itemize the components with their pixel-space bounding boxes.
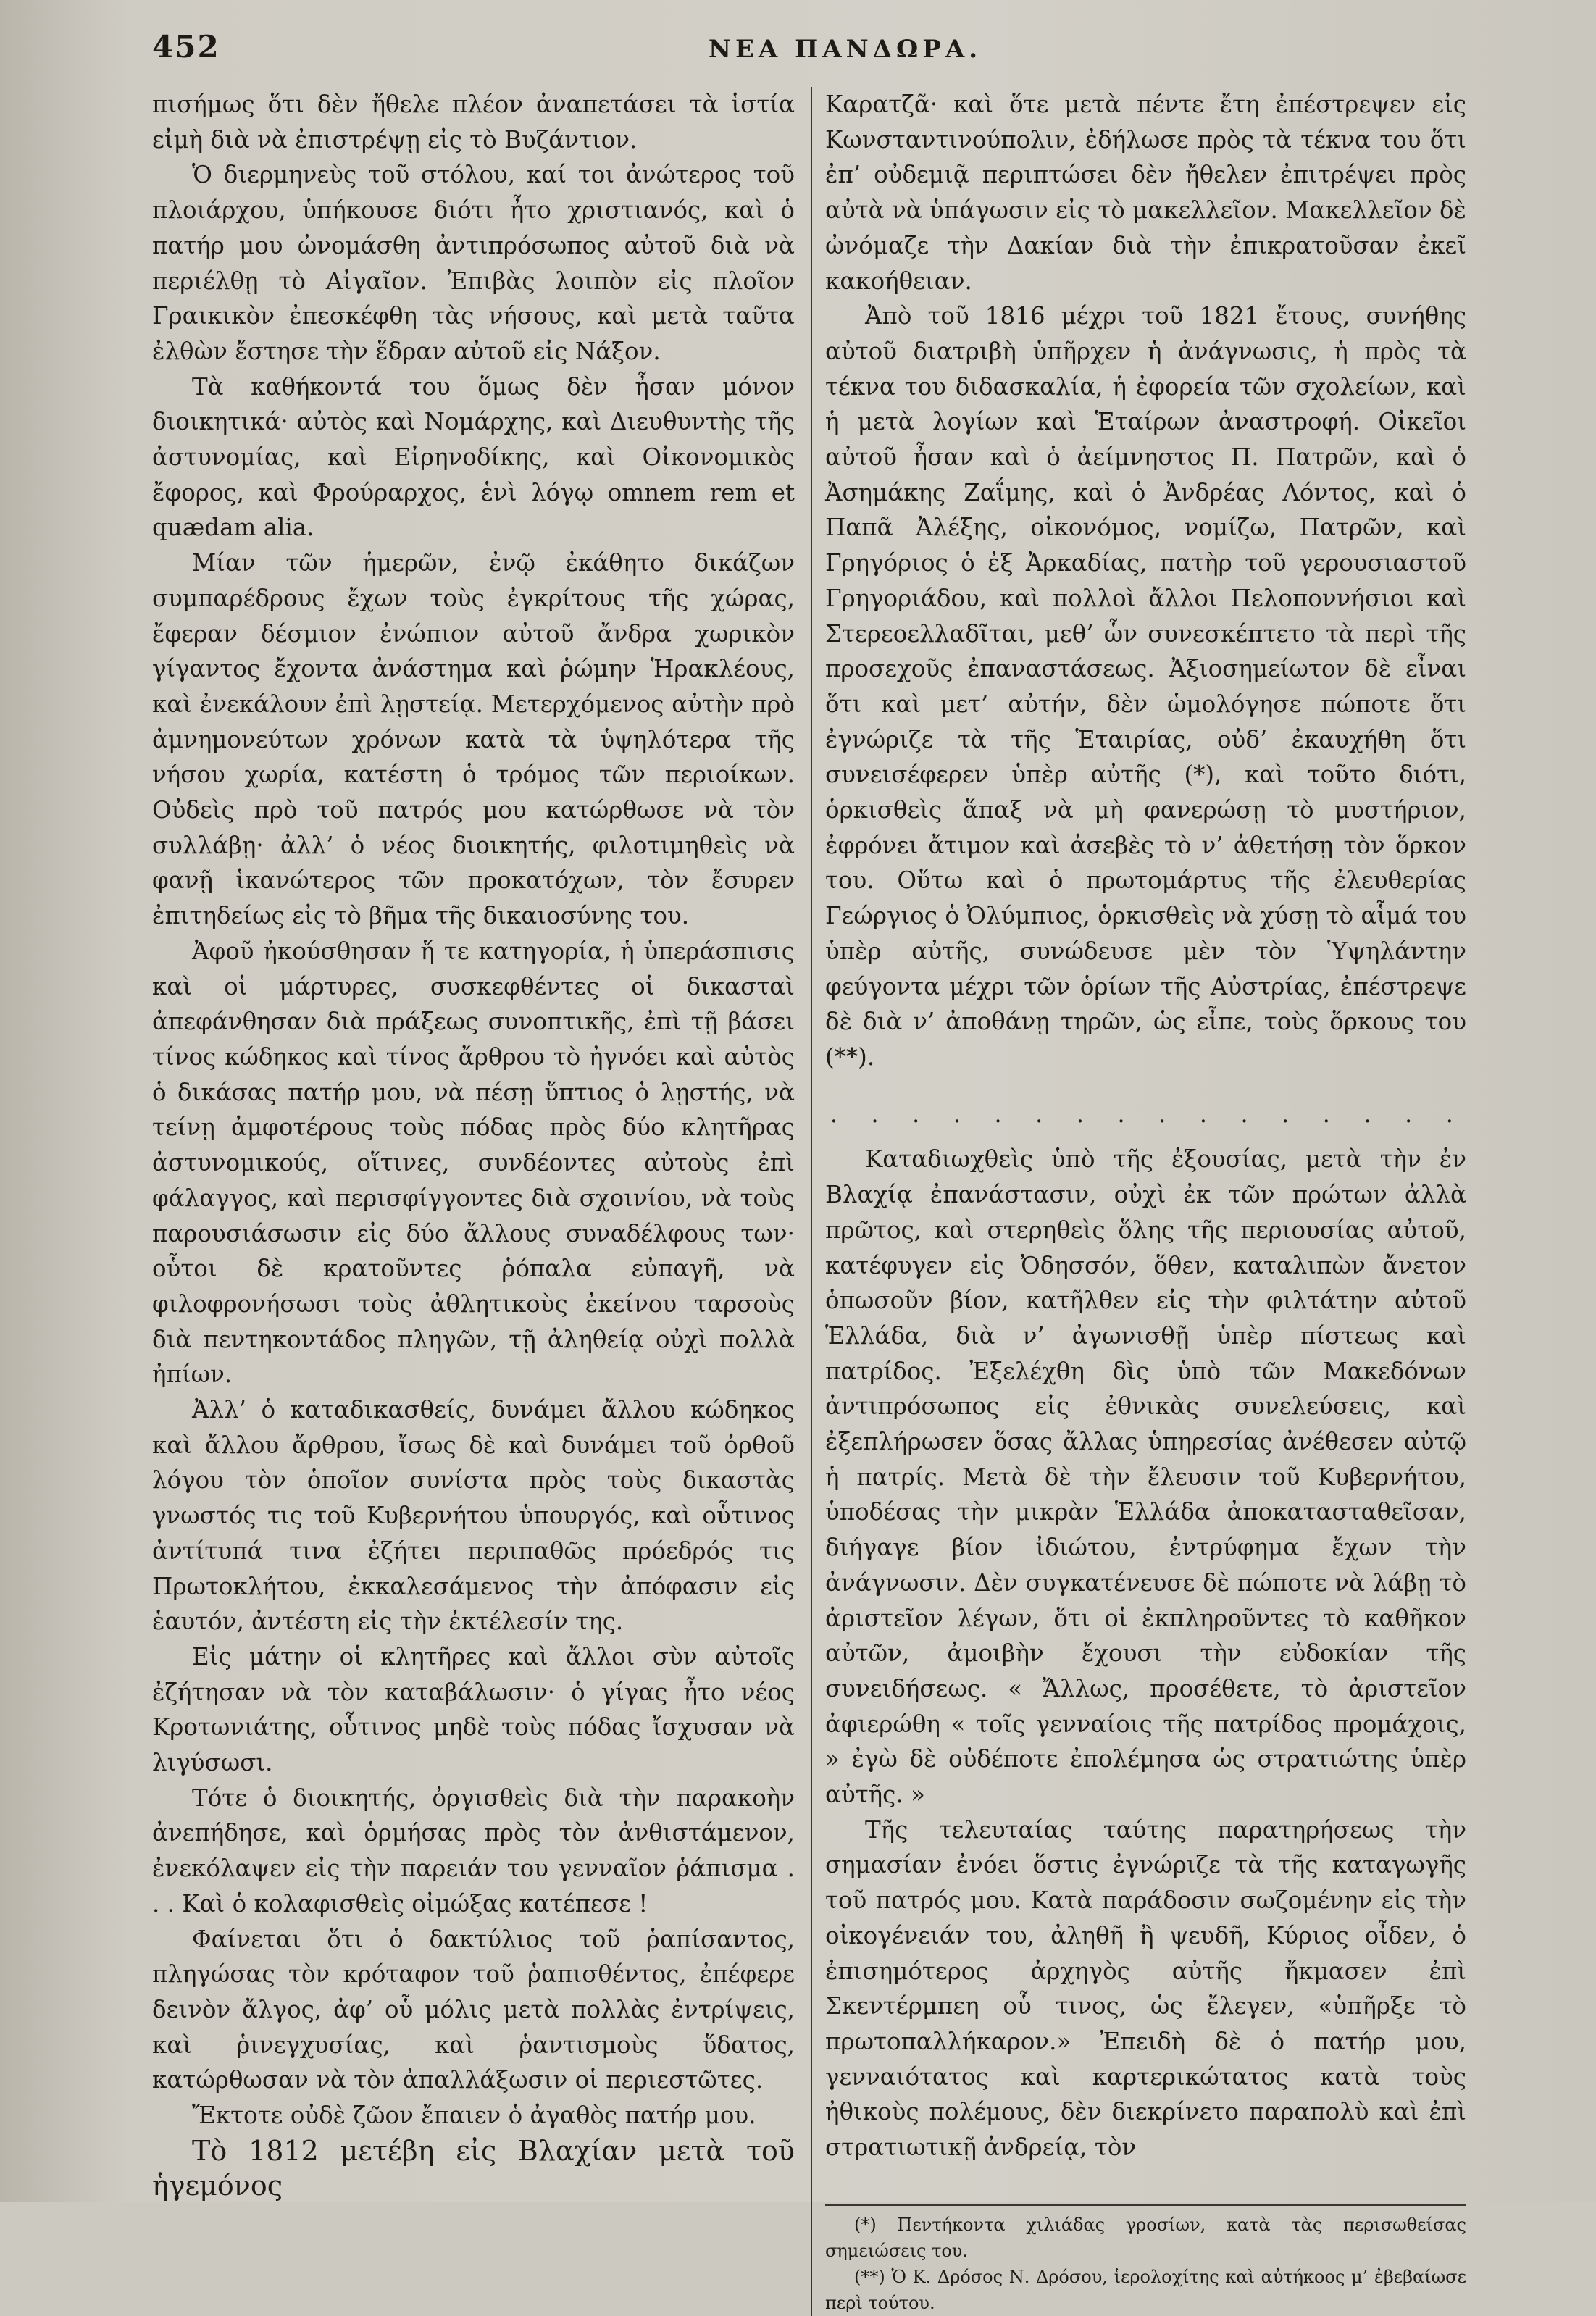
paragraph: Τὰ καθήκοντά του ὅμως δὲν ἦσαν μόνον διοικητικά· αὐτὸς καὶ Νομάρχης, καὶ Διευθυντὴς τῆς ἀστυνομίας, καὶ Εἰρηνοδίκης, καὶ Οἰκονομικὸς ἔφορος, καὶ Φρούραρχος, ἑνὶ λόγῳ omnem rem et quædam alia.: [152, 372, 795, 542]
running-title: ΝΕΑ ΠΑΝΔΩΡΑ.: [708, 35, 982, 64]
right-column: [811, 87, 1466, 2316]
paragraph: . . . . . . . . . . . . . . . .: [830, 1100, 1466, 1128]
text-columns: [152, 87, 1538, 2316]
paragraph: Ὁ διερμηνεὺς τοῦ στόλου, καί τοι ἀνώτερος τοῦ πλοιάρχου, ὑπήκουσε διότι ἦτο χριστιανός, καὶ ὁ πατήρ μου ὠνομάσθη ἀντιπρόσωπος αὐτοῦ διὰ νὰ περιέλθῃ τὸ Αἰγαῖον. Ἐπιβὰς λοιπὸν εἰς πλοῖον Γραικικὸν ἐπεσκέφθη τὰς νήσους, καὶ μετὰ ταῦτα ἐλθὼν ἔστησε τὴν ἕδραν αὐτοῦ εἰς Νάξον.: [152, 161, 795, 365]
paragraph: Τῆς τελευταίας ταύτης παρατηρήσεως τὴν σημασίαν ἐνόει ὅστις ἐγνώριζε τὰ τῆς καταγωγῆς τοῦ πατρός μου. Κατὰ παράδοσιν σωζομένην εἰς τὴν οἰκογένειάν του, ἀληθῆ ἢ ψευδῆ, Κύριος οἶδεν, ὁ ἐπισημότερος ἀρχηγὸς αὐτῆς ἤκμασεν ἐπὶ Σκεντέρμπεη οὗ τινος, ὡς ἔλεγεν, «ὑπῆρξε τὸ πρωτοπαλλήκαρον.» Ἐπειδὴ δὲ ὁ πατήρ μου, γενναιότατος καὶ καρτερικώτατος κατὰ τοὺς ἠθικοὺς πολέμους, δὲν διεκρίνετο παραπολὺ καὶ ἐπὶ στρατιωτικῇ ἀνδρείᾳ, τὸν: [825, 1815, 1466, 2162]
paragraph: Καρατζᾶ· καὶ ὅτε μετὰ πέντε ἔτη ἐπέστρεψεν εἰς Κωνσταντινούπολιν, ἐδήλωσε πρὸς τὰ τέκνα του ὅτι ἐπ’ οὐδεμιᾷ περιπτώσει δὲν ἤθελεν ἐπιτρέψει πρὸς αὐτὰ νὰ ὑπάγωσιν εἰς τὸ μακελλεῖον. Μακελλεῖον δὲ ὠνόμαζε τὴν Δακίαν διὰ τὴν ἐπικρατοῦσαν ἐκεῖ κακοήθειαν.: [825, 91, 1466, 295]
footnote: (**) Ὁ Κ. Δρόσος Ν. Δρόσου, ἱερολοχίτης καὶ αὐτήκοος μ’ ἐβεβαίωσε περὶ τούτου.: [825, 2266, 1466, 2313]
paragraph: Ἔκτοτε οὐδὲ ζῶον ἔπαιεν ὁ ἀγαθὸς πατήρ μου.: [192, 2102, 756, 2130]
right-column-body: [825, 87, 1466, 2165]
paragraph: Ἀπὸ τοῦ 1816 μέχρι τοῦ 1821 ἔτους, συνήθης αὐτοῦ διατριβὴ ὑπῆρχεν ἡ ἀνάγνωσις, ἡ πρὸς τὰ τέκνα του διδασκαλία, ἡ ἐφορεία τῶν σχολείων, καὶ ἡ μετὰ λογίων καὶ Ἑταίρων ἀναστροφή. Οἰκεῖοι αὐτοῦ ἦσαν καὶ ὁ ἀείμνηστος Π. Πατρῶν, καὶ ὁ Ἀσημάκης Ζαΐμης, καὶ ὁ Ἀνδρέας Λόντος, καὶ ὁ Παπᾶ Ἀλέξης, οἰκονόμος, νομίζω, Πατρῶν, καὶ Γρηγόριος ὁ ἐξ Ἀρκαδίας, πατὴρ τοῦ γερουσιαστοῦ Γρηγοριάδου, καὶ πολλοὶ ἄλλοι Πελοποννήσιοι καὶ Στερεοελλαδῖται, μεθ’ ὧν συνεσκέπτετο τὰ περὶ τῆς προσεχοῦς ἐπαναστάσεως. Ἀξιοσημείωτον δὲ εἶναι ὅτι καὶ μετ’ αὐτήν, δὲν ὡμολόγησε πώποτε ὅτι ἐγνώριζε τὰ τῆς Ἑταιρίας, οὐδ’ ἐκαυχήθη ὅτι συνεισέφερεν ὑπὲρ αὐτῆς (*), καὶ τοῦτο διότι, ὁρκισθεὶς ἅπαξ νὰ μὴ φανερώσῃ τὸ μυστήριον, ἐφρόνει ἄτιμον καὶ ἀσεβὲς τὸ ν’ ἀθετήσῃ τὸν ὅρκον του. Οὕτω καὶ ὁ πρωτομάρτυς τῆς ἐλευθερίας Γεώργιος ὁ Ὀλύμπιος, ὁρκισθεὶς νὰ χύσῃ τὸ αἷμά του ὑπὲρ αὐτῆς, συνώδευσε μὲν τὸν Ὑψηλάντην φεύγοντα μέχρι τῶν ὁρίων τῆς Αὐστρίας, ἐπέστρεψε δὲ διὰ ν’ ἀποθάνῃ τηρῶν, ὡς εἶπε, τοὺς ὅρκους του (**).: [825, 302, 1466, 1071]
paragraph: πισήμως ὅτι δὲν ἤθελε πλέον ἀναπετάσει τὰ ἱστία εἰμὴ διὰ νὰ ἐπιστρέψῃ εἰς τὸ Βυζάντιον.: [152, 91, 795, 154]
paragraph: Καταδιωχθεὶς ὑπὸ τῆς ἐξουσίας, μετὰ τὴν ἐν Βλαχίᾳ ἐπανάστασιν, οὐχὶ ἐκ τῶν πρώτων ἀλλὰ πρῶτος, καὶ στερηθεὶς ὅλης τῆς περιουσίας αὐτοῦ, κατέφυγεν εἰς Ὀδησσόν, ὅθεν, καταλιπὼν ἄνετον ὁπωσοῦν βίον, κατῆλθεν εἰς τὴν φιλτάτην αὐτοῦ Ἑλλάδα, διὰ ν’ ἀγωνισθῇ ὑπὲρ πίστεως καὶ πατρίδος. Ἐξελέχθη δὶς ὑπὸ τῶν Μακεδόνων ἀντιπρόσωπος εἰς ἐθνικὰς συνελεύσεις, καὶ ἐξεπλήρωσεν ὅσας ἄλλας ὑπηρεσίας ἀνέθεσεν αὐτῷ ἡ πατρίς. Μετὰ δὲ τὴν ἔλευσιν τοῦ Κυβερνήτου, ὑποδέσας τὴν μικρὰν Ἑλλάδα ἀποκατασταθεῖσαν, διήγαγε βίον ἰδιώτου, ἐντρύφημα ἔχων τὴν ἀνάγνωσιν. Δὲν συγκατένευσε δὲ πώποτε νὰ λάβῃ τὸ ἀριστεῖον λέγων, ὅτι οἱ ἐκπληροῦντες τὸ καθῆκον αὐτῶν, ἀμοιβὴν ἔχουσι τὴν εὐδοκίαν τῆς συνειδήσεως. « Ἄλλως, προσέθετε, τὸ ἀριστεῖον ἀφιερώθη « τοῖς γενναίοις τῆς πατρίδος προμάχοις, » ἐγὼ δὲ οὐδέποτε ἐπολέμησα ὡς στρατιώτης ὑπὲρ αὐτῆς. »: [825, 1145, 1466, 1809]
page-header: [152, 29, 1538, 87]
page-number: 452: [152, 29, 220, 64]
paragraph: Ἀφοῦ ἠκούσθησαν ἥ τε κατηγορία, ἡ ὑπεράσπισις καὶ οἱ μάρτυρες, συσκεφθέντες οἱ δικασταὶ ἀπεφάνθησαν διὰ πράξεως συνοπτικῆς, ἐπὶ τῇ βάσει τίνος κώδηκος καὶ τίνος ἄρθρου τὸ ἠγνόει καὶ αὐτὸς ὁ δικάσας πατήρ μου, νὰ πέσῃ ὕπτιος ὁ λῃστής, νὰ τείνῃ ἀμφοτέρους τοὺς πόδας πρὸς δύο κλητῆρας ἀστυνομικούς, οἵτινες, συνδέοντες αὐτοὺς ἐπὶ φάλαγγος, καὶ περισφίγγοντες διὰ σχοινίου, νὰ τοὺς παρουσιάσωσιν εἰς δύο ἄλλους συναδέλφους των· οὗτοι δὲ κρατοῦντες ῥόπαλα εὐπαγῆ, νὰ φιλοφρονήσωσι τοὺς ἀθλητικοὺς ἐκείνου ταρσοὺς διὰ πεντηκοντάδος πληγῶν, τῇ ἀληθείᾳ οὐχὶ πολλὰ ἠπίων.: [152, 937, 795, 1389]
paragraph: Τότε ὁ διοικητής, ὀργισθεὶς διὰ τὴν παρακοὴν ἀνεπήδησε, καὶ ὁρμήσας πρὸς τὸν ἀνθιστάμενον, ἐνεκόλαψεν εἰς τὴν παρειάν του γενναῖον ῥάπισμα . . . Καὶ ὁ κολαφισθεὶς οἰμώξας κατέπεσε !: [152, 1784, 795, 1918]
paragraph: Φαίνεται ὅτι ὁ δακτύλιος τοῦ ῥαπίσαντος, πληγώσας τὸν κρόταφον τοῦ ῥαπισθέντος, ἐπέφερε δεινὸν ἄλγος, ἀφ’ οὗ μόλις μετὰ πολλὰς ἐντρίψεις, καὶ ῥινεγχυσίας, καὶ ῥαντισμοὺς ὕδατος, κατώρθωσαν νὰ τὸν ἀπαλλάξωσιν οἱ περιεστῶτες.: [152, 1925, 795, 2094]
paragraph: Εἰς μάτην οἱ κλητῆρες καὶ ἄλλοι σὺν αὐτοῖς ἐζήτησαν νὰ τὸν καταβάλωσιν· ὁ γίγας ἦτο νέος Κροτωνιάτης, οὗτινος μηδὲ τοὺς πόδας ἴσχυσαν νὰ λιγύσωσι.: [152, 1642, 795, 1777]
paragraph: Ἀλλ’ ὁ καταδικασθείς, δυνάμει ἄλλου κώδηκος καὶ ἄλλου ἄρθρου, ἴσως δὲ καὶ δυνάμει τοῦ ὀρθοῦ λόγου τὸν ὁποῖον συνίστα πρὸς τοὺς δικαστὰς γνωστός τις τοῦ Κυβερνήτου ὑπουργός, καὶ οὗτινος ἀντίτυπά τινα ἐζήτει περιπαθῶς πρόεδρός τις Πρωτοκλήτου, ἐκκαλεσάμενος τὴν ἀπόφασιν εἰς ἑαυτόν, ἀντέστη εἰς τὴν ἐκτέλεσίν της.: [152, 1396, 795, 1636]
paragraph: Τὸ 1812 μετέβη εἰς Βλαχίαν μετὰ τοῦ ἡγεμόνος: [152, 2134, 795, 2202]
footnotes: [825, 2204, 1466, 2316]
paragraph: Μίαν τῶν ἡμερῶν, ἐνῷ ἐκάθητο δικάζων συμπαρέδρους ἔχων τοὺς ἐγκρίτους τῆς χώρας, ἔφεραν δέσμιον ἐνώπιον αὐτοῦ ἄνδρα χωρικὸν γίγαντος ἔχοντα ἀνάστημα καὶ ῥώμην Ἡρακλέους, καὶ ἐνεκάλουν ἐπὶ λῃστείᾳ. Μετερχόμενος αὐτὴν πρὸ ἀμνημονεύτων χρόνων κατὰ τὰ ὑψηλότερα τῆς νήσου χωρία, κατέστη ὁ τρόμος τῶν περιοίκων. Οὐδεὶς πρὸ τοῦ πατρός μου κατώρθωσε νὰ τὸν συλλάβῃ· ἀλλ’ ὁ νέος διοικητής, φιλοτιμηθεὶς νὰ φανῇ ἱκανώτερος τῶν προκατόχων, τὸν ἔσυρεν ἐπιτηδείως εἰς τὸ βῆμα τῆς δικαιοσύνης του.: [152, 549, 795, 930]
left-column: [152, 87, 808, 2316]
footnote: (*) Πεντήκοντα χιλιάδας γροσίων, κατὰ τὰς περισωθείσας σημειώσεις του.: [825, 2214, 1466, 2261]
